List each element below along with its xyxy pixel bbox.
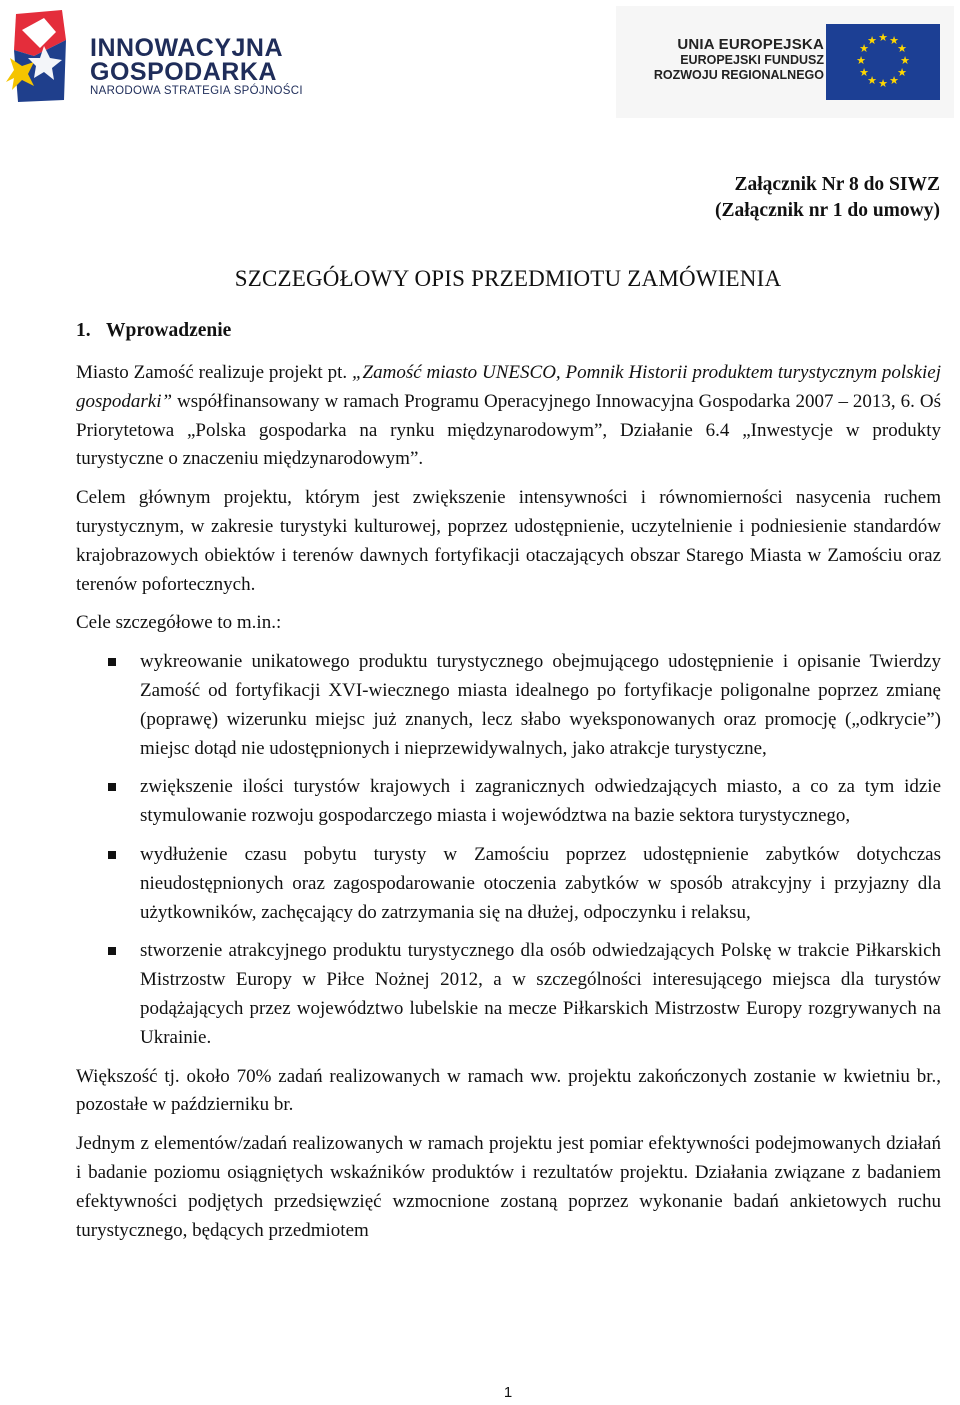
svg-text:★: ★ bbox=[878, 31, 888, 44]
nss-emblem-icon bbox=[4, 10, 84, 102]
svg-text:★: ★ bbox=[867, 34, 877, 47]
annex-line-umowa: (Załącznik nr 1 do umowy) bbox=[715, 200, 940, 221]
section-heading bbox=[76, 320, 231, 342]
eu-line-rozwoju: ROZWOJU REGIONALNEGO bbox=[653, 68, 824, 82]
svg-text:★: ★ bbox=[900, 54, 910, 67]
svg-text:★: ★ bbox=[878, 77, 888, 90]
svg-text:★: ★ bbox=[856, 54, 866, 67]
document-body bbox=[76, 359, 941, 1245]
annex-line-siwz: Załącznik Nr 8 do SIWZ bbox=[734, 174, 940, 195]
svg-text:★: ★ bbox=[889, 74, 899, 87]
project-title: „Zamość miasto UNESCO, Pomnik Historii produktem turystycznym polskiej gospodarki” bbox=[76, 362, 941, 412]
svg-text:★: ★ bbox=[859, 42, 869, 55]
logo-line-innowacyjna: INNOWACYJNA bbox=[90, 34, 284, 62]
square-bullet-icon bbox=[108, 851, 116, 859]
svg-text:★: ★ bbox=[897, 42, 907, 55]
paragraph-goals-intro: Cele szczegółowe to m.in.: bbox=[76, 612, 282, 634]
list-item-text: zwiększenie ilości turystów krajowych i zagranicznych odwiedzających miasto, a co za tym idzie stymulowanie rozwoju gospodarczego miasta i województwa na bazie sektora turystycznego, bbox=[140, 776, 941, 827]
paragraph-evaluation: Jednym z elementów/zadań realizowanych w ramach projektu jest pomiar efektywności podejmowanych działań i badanie poziomu osiągniętych wskaźników produktów i rezultatów projektu. Działania związane z badaniem efektywności podjętych przedsięwzięć wzmocnione zostaną poprzez wykonanie badań ankietowych ruchu turystycznego, będących przedmiotem bbox=[76, 1133, 941, 1241]
goals-list bbox=[76, 648, 941, 1052]
logo-line-gospodarka: GOSPODARKA bbox=[90, 58, 277, 86]
square-bullet-icon bbox=[108, 947, 116, 955]
list-item-text: stworzenie atrakcyjnego produktu turystycznego dla osób odwiedzających Polskę w trakcie Piłkarskich Mistrzostw Europy w Piłce Nożnej 2012, a w szczególności interesującego miejsca dla turystów podążających przez województwo lubelskie na mecze Piłkarskich Mistrzostw Europy rozgrywanych na Ukrainie. bbox=[140, 940, 941, 1048]
annex-reference bbox=[715, 172, 940, 224]
list-item bbox=[76, 648, 941, 763]
paragraph-goal: Celem głównym projektu, którym jest zwiększenie intensywności i równomierności nasycenia ruchem turystycznym, w zakresie turystyki kulturowej, poprzez udostępnienie, uczytelnienie i podniesienie standardów krajobrazowych obiektów i terenów dawnych fortyfikacji otaczających obszar Starego Miasta w Zamościu oraz terenów pofortecznych. bbox=[76, 487, 941, 595]
list-item-text: wydłużenie czasu pobytu turysty w Zamościu poprzez udostępnienie zabytków dotychczas nieudostępnionych oraz zagospodarowanie otoczenia zabytków w sposób atrakcyjny i przyjazny dla użytkowników, zachęcający do zatrzymania się na dłużej, odpoczynku i relaksu, bbox=[140, 843, 941, 923]
logo-line-nss: NARODOWA STRATEGIA SPÓJNOŚCI bbox=[90, 85, 303, 97]
paragraph-schedule: Większość tj. około 70% zadań realizowanych w ramach ww. projektu zakończonych zostanie w kwietniu br., pozostałe w październiku br. bbox=[76, 1065, 941, 1116]
svg-text:★: ★ bbox=[859, 66, 869, 79]
innowacyjna-gospodarka-logo bbox=[4, 6, 304, 102]
page-number: 1 bbox=[503, 1384, 513, 1401]
list-item-text: wykreowanie unikatowego produktu turystycznego obejmującego udostępnienie i opisanie Twierdzy Zamość od fortyfikacji XVI-wiecznego miasta idealnego po fortyfikacje poligonalne poprzez zmianę (poprawę) wizerunku miejsc już znanych, lecz słabo wyeksponowanych oraz promocję („odkrycie”) miejsc dotąd nie udostępnionych i nieprzewidywalnych, jako atrakcje turystyczne, bbox=[140, 651, 941, 759]
svg-text:★: ★ bbox=[867, 74, 877, 87]
square-bullet-icon bbox=[108, 658, 116, 666]
list-item bbox=[76, 937, 941, 1052]
eu-flag-icon bbox=[826, 24, 940, 100]
paragraph-intro bbox=[76, 359, 941, 474]
section-title: Wprowadzenie bbox=[106, 320, 232, 341]
eu-logo-text bbox=[654, 36, 824, 83]
section-number: 1. bbox=[76, 320, 91, 341]
list-item bbox=[76, 773, 941, 831]
eu-erdf-logo bbox=[612, 4, 954, 116]
document-title: SZCZEGÓŁOWY OPIS PRZEDMIOTU ZAMÓWIENIA bbox=[234, 266, 782, 291]
square-bullet-icon bbox=[108, 783, 116, 791]
list-item bbox=[76, 841, 941, 927]
svg-text:★: ★ bbox=[897, 66, 907, 79]
svg-text:★: ★ bbox=[889, 34, 899, 47]
eu-line-fundusz: EUROPEJSKI FUNDUSZ bbox=[680, 53, 824, 67]
eu-line-unia: UNIA EUROPEJSKA bbox=[677, 36, 824, 53]
intro-text-start: Miasto Zamość realizuje projekt pt. bbox=[76, 362, 352, 383]
intro-text-end: współfinansowany w ramach Programu Operacyjnego Innowacyjna Gospodarka 2007 – 2013, 6. Oś Priorytetowa „Polska gospodarka na rynku międzynarodowym”, Działanie 6.4 „Inwestycje w produkty turystyczne o znaczeniu międzynarodowym”. bbox=[76, 390, 941, 470]
